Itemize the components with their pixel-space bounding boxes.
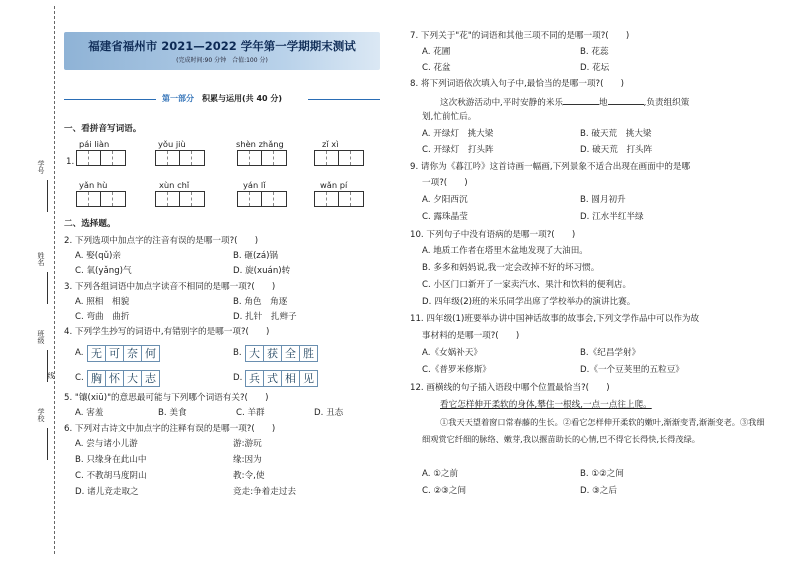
q7-stem: 7. 下列关于"花"的词语和其他三项不同的是哪一项?( ) — [410, 31, 630, 41]
writing-grid-2[interactable] — [155, 150, 205, 166]
q12-underlined-sentence: 看它怎样伸开柔软的身体,攀住一根线,一点一点往上爬。 — [440, 400, 652, 410]
char: 大 — [245, 345, 264, 362]
section-name: 积累与运用(共 40 分) — [202, 94, 283, 103]
writing-grid-6[interactable] — [155, 191, 205, 207]
q12-passage: ①我天天望着窗口常春藤的生长。②看它怎样伸开柔软的嫩叶,渐渐变青,渐渐变老。③我细细观赏它纤细的脉络、嫩芽,我以揠苗助长的心情,巴不得它长得快,长得茂绿。 — [422, 417, 765, 444]
q9-option-d[interactable]: D. 江水半红半绿 — [580, 212, 644, 222]
q1-heading: 一、看拼音写词语。 — [64, 124, 142, 134]
pinyin-7: yán lǐ — [243, 180, 266, 190]
label-school: 学校 — [37, 408, 45, 422]
name-line[interactable] — [47, 272, 48, 304]
q6-option-b[interactable]: B. 只缘身在此山中 — [75, 455, 147, 465]
char: 获 — [263, 345, 282, 362]
q6-stem: 6. 下列对古诗文中加点字的注释有误的是哪一项?( ) — [64, 424, 276, 434]
q6-option-c[interactable]: C. 不教胡马度阴山 — [75, 471, 147, 481]
q5-option-a[interactable]: A. 害羞 — [75, 408, 104, 418]
q9-stem-2: 一项?( ) — [422, 178, 468, 188]
q5-option-d[interactable]: D. 丑态 — [314, 408, 344, 418]
q3-option-c[interactable]: C. 弯曲 曲折 — [75, 312, 130, 322]
q10-option-b[interactable]: B. 多多和妈妈说,我一定会改掉不好的坏习惯。 — [422, 263, 600, 273]
q3-stem: 3. 下列各组词语中加点字读音不相同的是哪一项?( ) — [64, 282, 276, 292]
section-rule-right — [308, 99, 380, 100]
char: 大 — [123, 370, 142, 387]
writing-grid-4[interactable] — [314, 150, 364, 166]
pinyin-5: yǎn hù — [79, 180, 108, 190]
q6-note-a: 游:游玩 — [233, 439, 262, 449]
q2-option-a[interactable]: A. 娶(qǔ)亲 — [75, 251, 121, 261]
section-rule-left — [64, 99, 156, 100]
char: 兵 — [245, 370, 264, 387]
q10-option-a[interactable]: A. 地质工作者在塔里木盆地发现了大油田。 — [422, 246, 588, 256]
char: 何 — [141, 345, 160, 362]
q8-option-c[interactable]: C. 开绿灯 打头阵 — [422, 145, 494, 155]
q2-option-c[interactable]: C. 氧(yǎng)气 — [75, 266, 132, 276]
char: 式 — [263, 370, 282, 387]
q5-option-b[interactable]: B. 美食 — [158, 408, 187, 418]
char: 见 — [299, 370, 318, 387]
q11-option-b[interactable]: B.《纪昌学射》 — [580, 348, 641, 358]
q6-note-c: 教:令,使 — [233, 471, 265, 481]
q10-option-d[interactable]: D. 四年级(2)班的米乐同学出席了学校举办的演讲比赛。 — [422, 297, 636, 307]
q8-sentence-mid: 地 — [599, 98, 608, 108]
q3-option-b[interactable]: B. 角色 角逐 — [233, 297, 288, 307]
q7-option-b[interactable]: B. 花蕊 — [580, 47, 609, 57]
q12-option-d[interactable]: D. ③之后 — [580, 486, 617, 496]
q8-sentence-line2: 划,忙前忙后。 — [422, 112, 477, 122]
pinyin-3: shèn zhǎng — [236, 139, 284, 149]
pinyin-1: pái liàn — [79, 139, 110, 149]
writing-grid-3[interactable] — [237, 150, 287, 166]
q6-note-b: 缘:因为 — [233, 455, 262, 465]
q11-option-d[interactable]: D.《一个豆荚里的五粒豆》 — [580, 365, 684, 375]
title-banner — [64, 32, 380, 70]
q8-sentence-part1: 这次秋游活动中,平时安静的米乐 — [440, 98, 564, 108]
q8-option-b[interactable]: B. 破天荒 挑大梁 — [580, 129, 652, 139]
q4-stem: 4. 下列学生抄写的词语中,有错别字的是哪一项?( ) — [64, 327, 270, 337]
seal-mark: 线 — [47, 372, 55, 379]
exam-title: 福建省福州市 2021—2022 学年第一学期期末测试 — [88, 39, 356, 53]
q4-option-c-label[interactable]: C. — [75, 373, 84, 383]
q4-option-b-label[interactable]: B. — [233, 348, 242, 358]
q2-stem: 2. 下列选项中加点字的注音有误的是哪一项?( ) — [64, 236, 259, 246]
char: 怀 — [105, 370, 124, 387]
writing-grid-5[interactable] — [76, 191, 126, 207]
label-class: 班级 — [37, 330, 45, 344]
char: 全 — [281, 345, 300, 362]
char: 志 — [141, 370, 160, 387]
char: 无 — [87, 345, 106, 362]
q12-option-a[interactable]: A. ①之前 — [422, 469, 459, 479]
q9-option-b[interactable]: B. 圆月初升 — [580, 195, 626, 205]
q7-option-a[interactable]: A. 花圃 — [422, 47, 451, 57]
school-line[interactable] — [47, 428, 48, 460]
q8-blank-2[interactable] — [608, 96, 644, 105]
q7-option-d[interactable]: D. 花坛 — [580, 63, 610, 73]
q4-option-a-word[interactable] — [88, 345, 160, 362]
q8-stem: 8. 将下列词语依次填入句子中,最恰当的是哪一项?( ) — [410, 79, 624, 89]
q12-option-b[interactable]: B. ①②之间 — [580, 469, 624, 479]
q8-blank-1[interactable] — [563, 96, 599, 105]
q4-option-a-label[interactable]: A. — [75, 348, 84, 358]
q11-stem-2: 事材料的是哪一项?( ) — [422, 331, 520, 341]
char: 胜 — [299, 345, 318, 362]
q1-number: 1. — [66, 157, 75, 167]
q8-option-d[interactable]: D. 破天荒 打头阵 — [580, 145, 653, 155]
char: 可 — [105, 345, 124, 362]
q12-stem: 12. 画横线的句子插入语段中哪个位置最恰当?( ) — [410, 383, 610, 393]
q4-option-b-word[interactable] — [246, 345, 318, 362]
pinyin-2: yǒu jiù — [158, 139, 186, 149]
q7-option-c[interactable]: C. 花盆 — [422, 63, 451, 73]
char: 相 — [281, 370, 300, 387]
q11-stem: 11. 四年级(1)班要举办讲中国神话故事的故事会,下列文学作品中可以作为故 — [410, 314, 700, 324]
q12-option-c[interactable]: C. ②③之间 — [422, 486, 467, 496]
q2-option-b[interactable]: B. 砸(zá)锅 — [233, 251, 279, 261]
q6-option-a[interactable]: A. 尝与诸小儿游 — [75, 439, 138, 449]
char: 奈 — [123, 345, 142, 362]
q9-option-c[interactable]: C. 露珠晶莹 — [422, 212, 468, 222]
writing-grid-1[interactable] — [76, 150, 126, 166]
binding-margin — [14, 0, 54, 561]
q3-option-a[interactable]: A. 照相 相貌 — [75, 297, 130, 307]
char: 胸 — [87, 370, 106, 387]
q6-option-d[interactable]: D. 诸儿竞走取之 — [75, 487, 139, 497]
pinyin-4: zǐ xì — [322, 139, 339, 149]
writing-grid-7[interactable] — [237, 191, 287, 207]
q9-option-a[interactable]: A. 夕阳西沉 — [422, 195, 468, 205]
writing-grid-8[interactable] — [314, 191, 364, 207]
label-name: 姓名 — [37, 252, 45, 266]
pinyin-6: xùn chǐ — [159, 180, 190, 190]
q8-option-a[interactable]: A. 开绿灯 挑大梁 — [422, 129, 494, 139]
q8-sentence-line1 — [440, 96, 689, 109]
q5-stem: 5. "镶(xiū)"的意思最可能与下列哪个词语有关?( ) — [64, 393, 269, 403]
q11-option-c[interactable]: C.《普罗米修斯》 — [422, 365, 491, 375]
exam-subtitle: (完成时间:90 分钟 合值:100 分) — [176, 57, 268, 64]
pinyin-8: wǎn pí — [320, 180, 348, 190]
q2-option-d[interactable]: D. 旋(xuán)转 — [233, 266, 291, 276]
q8-sentence-part2: ,负责组织策 — [643, 98, 690, 108]
q3-option-d[interactable]: D. 扎针 扎辫子 — [233, 312, 297, 322]
q9-stem: 9. 请你为《暮江吟》这首诗画一幅画,下列景象不适合出现在画面中的是哪 — [410, 162, 691, 172]
q10-option-c[interactable]: C. 小区门口新开了一家卖汽水、果汁和饮料的便利店。 — [422, 280, 632, 290]
q6-note-d: 竞走:争着走过去 — [233, 487, 297, 497]
q5-option-c[interactable]: C. 羊群 — [236, 408, 265, 418]
q4-option-d-word[interactable] — [246, 370, 318, 387]
student-number-line[interactable] — [47, 180, 48, 212]
q4-option-c-word[interactable] — [88, 370, 160, 387]
section-part: 第一部分 — [162, 94, 194, 103]
label-student-number: 学号 — [37, 160, 45, 174]
q10-stem: 10. 下列句子中没有语病的是哪一项?( ) — [410, 230, 576, 240]
q11-option-a[interactable]: A.《女娲补天》 — [422, 348, 483, 358]
cut-line — [54, 6, 55, 554]
q4-option-d-label[interactable]: D. — [233, 373, 243, 383]
q-choice-heading: 二、选择题。 — [64, 219, 116, 229]
